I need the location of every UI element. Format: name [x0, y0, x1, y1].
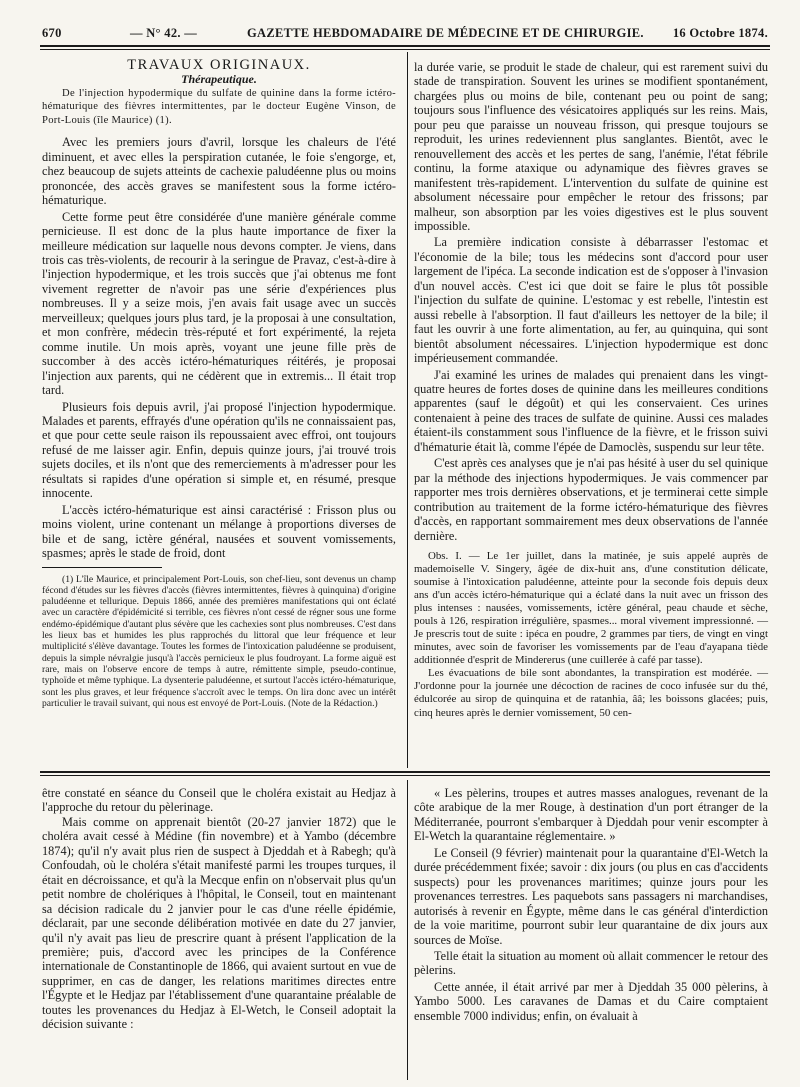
header-rule — [40, 45, 770, 47]
lower-column-left — [42, 786, 396, 1032]
footnote: (1) L'île Maurice, et principalement Port-Louis, son chef-lieu, sont devenus un champ fécond d'études sur les fièvres d'accès (fièvres intermittentes, fièvres à quinquina) d'origine paludéenne et tellurique. Depuis 1866, année des premières manifestations qui ont éclaté avec un caractère d'épidémicité si terrible, ces fièvres n'ont cessé de régner sous une forme endémo-épidémique d'autant plus sévère que les cachexies sont plus nombreuses. C'est dans les lieux bas et humides les plus rapprochés du littoral que leur fréquence et leur multiplicité s'élève davantage. Toutes les formes de l'intoxication paludéenne se produisent, depuis la simple névralgie jusqu'à l'accès pernicieux le plus foudroyant. La forme aiguë est rare, mais on l'observe encore de temps à autre, rémittente simple, pseudo-continue, typhoïde et même typhique. La dysenterie paludéenne, et surtout l'accès ictéro-hématurique, sont les plus graves, et leur fréquence s'accroît avec le temps. On lira donc avec un intérêt particulier le travail suivant, qui nous est envoyé de Port-Louis. (Note de la Rédaction.) — [42, 573, 396, 709]
observation-paragraph: Les évacuations de bile sont abondantes, la transpiration est modérée. — J'ordonne pour la journée une décoction de racines de coco infusée sur du thé, édulcorée au sirop de quinquina et de ratanhia, ââ; les boissons glacées; puis, cinq heures après le dernier vomissement, 50 cen- — [414, 667, 768, 719]
paragraph: la durée varie, se produit le stade de chaleur, qui est rarement suivi du stade de transpiration. Souvent les urines se modifient spontanément, chargées plus ou moins de bile, contenant peu ou point de sang; toujours sous l'influence des vésicatoires appliqués sur les reins. Mais, pour peu que paraisse un nouveau frisson, qui presque toujours se reproduit, les urines redeviennent plus sanglantes. Bientôt, avec le renouvellement des accès et les pertes de sang, l'anémie, l'état fébrile continu, la forme ataxique ou adynamique des fièvres graves se manifestent très-rapidement. L'intervention du sulfate de quinine est absolument nécessaire pour empêcher le retour des frissons; par malheur, son absorption par les voies digestives est le plus souvent impossible. — [414, 60, 768, 233]
article-column-right — [414, 60, 768, 720]
quotation: « Les pèlerins, troupes et autres masses analogues, revenant de la côte arabique de la mer Rouge, à destination d'un port étranger de la Méditerranée, pourront s'embarquer à Djeddah pour venir escompter à El-Wetch la quarantaine réglementaire. » — [414, 786, 768, 844]
header-rule-thin — [40, 49, 770, 50]
paragraph: Plusieurs fois depuis avril, j'ai proposé l'injection hypodermique. Malades et parents, effrayés d'une opération qu'ils ne connaissaient pas, et que pour cette seule raison ils repoussaient avec effroi, ont toujours refusé de me laisser agir. Enfin, depuis quinze jours, j'ai trouvé trois sujets dociles, et ils n'ont que des remerciements à m'adresser pour les résultats si rapides d'une opération si simple et, en résumé, presque innocente. — [42, 399, 396, 501]
paragraph: Avec les premiers jours d'avril, lorsque les chaleurs de l'été diminuent, et avec elles la perspiration cutanée, le foie s'engorge, et, chez beaucoup de sujets atteints de cachexie paludéenne plus ou moins prononcée, des accès graves se manifestent sous la forme ictéro-hématurique. — [42, 135, 396, 208]
section-separator-rule-thin — [40, 775, 770, 776]
section-subtitle: Thérapeutique. — [181, 72, 257, 87]
page-number: 670 — [42, 26, 62, 40]
issue-date: 16 Octobre 1874. — [672, 26, 768, 40]
journal-title: GAZETTE HEBDOMADAIRE DE MÉDECINE ET DE CHIRURGIE. — [247, 26, 644, 40]
paragraph: Le Conseil (9 février) maintenait pour la quarantaine d'El-Wetch la durée précédemment fixée; savoir : dix jours (ou plus en cas d'accidents suspects) pour les provenances maritimes; quinze jours pour les provenances terrestres. Les paquebots sans passagers ni marchandises, autorisés à revenir en Égypte, même dans le cas général d'interdiction de la voie maritime, pourront subir leur quarantaine de dix jours aux sources de Moïse. — [414, 845, 768, 947]
paragraph: C'est après ces analyses que je n'ai pas hésité à user du sel quinique par la méthode des injections hypodermiques. Je vais commencer par rapporter mes trois dernières observations, et je terminerai cette simple contribution au traitement de la forme ictéro-hématurique des fièvres d'accès, en rapportant sommairement mes deux observations de l'année dernière. — [414, 456, 768, 543]
page-header — [42, 22, 768, 44]
column-divider-lower — [407, 780, 408, 1080]
section-separator-rule — [40, 771, 770, 773]
paragraph: Mais comme on apprenait bientôt (20-27 janvier 1872) que le choléra avait cessé à Médine (fin novembre) et à Yambo (décembre 1874); qu'il n'y avait plus rien de suspect à Djeddah et à Rabegh; qu'à Confoudah, où le choléra s'était manifesté parmi les troupes turques, il était en décroissance, et qu'à la Mecque enfin on n'observait plus qu'un petit nombre de cholériques à l'hôpital, le Conseil, tout en maintenant sa décision radicale du 2 janvier pour le cas d'une réelle épidémie, déclarait, par une seconde délibération motivée en date du 27 janvier, qu'il n'y avait pas lieu de prescrire quant à présent l'application de la première; puis, d'accord avec les principes de la Conférence internationale de Constantinople de 1866, qui avaient surtout en vue de supprimer, en cas de danger, les relations maritimes directes entre l'Égypte et le Hedjaz par l'établissement d'une quarantaine préalable de toutes les provenances du Hedjaz à El-Wetch, le Conseil adoptait la décision suivante : — [42, 814, 396, 1032]
paragraph: La première indication consiste à débarrasser l'estomac et l'économie de la bile; tous les médecins sont d'accord pour user largement de l'ipéca. La seconde indication est de s'opposer à l'invasion d'un nouvel accès. C'est ici que doit se faire le plus tôt possible l'injection du sulfate de quinine. L'estomac y est rebelle, l'intestin est aussi rebelle à l'absorption. Il faut d'ailleurs les nettoyer de la bile; il faut les ouvrir à une forte alimentation, au fer, au quinquina, qui sont bientôt absolument nécessaires. L'injection hypodermique est donc impérieusement commandée. — [414, 235, 768, 366]
article-heading: De l'injection hypodermique du sulfate de quinine dans la forme ictéro-hématurique des fièvres intermittentes, par le docteur Eugène Vinson, de Port-Louis (île Maurice) (1). — [42, 87, 396, 126]
article-column-left — [42, 58, 396, 709]
observation-block — [414, 550, 768, 720]
column-divider-upper — [407, 52, 408, 768]
footnote-rule — [42, 567, 162, 568]
lower-column-right — [414, 786, 768, 1023]
issue-number: — N° 42. — — [130, 26, 198, 40]
paragraph: L'accès ictéro-hématurique est ainsi caractérisé : Frisson plus ou moins violent, urine contenant un mélange à proportions diverses de bile et de sang, ictère général, nausées et souvent vomissements, spasmes; après le stade de froid, dont — [42, 502, 396, 561]
section-title: TRAVAUX ORIGINAUX. — [127, 57, 311, 73]
paragraph: J'ai examiné les urines de malades qui prenaient dans les vingt-quatre heures de fortes doses de quinine dans les meilleures conditions apparentes (sauf le dégoût) et qui les conservaient. Ces urines contenaient à peine des traces de sulfate de quinine. Aussi ces malades étaient-ils constamment sous l'influence de la fièvre, et le frisson suivi d'hématurie était là, comme l'épée de Damoclès, suspendu sur leur tête. — [414, 367, 768, 454]
observation-paragraph: Obs. I. — Le 1er juillet, dans la matinée, je suis appelé auprès de mademoiselle V. Singery, âgée de dix-huit ans, d'une constitution délicate, soumise à l'intoxication paludéenne, atteinte pour la seconde fois depuis deux ans d'un accès ictéro-hématurique qui a éclaté dans la nuit avec un frisson des plus intenses : nausées, vomissements, ictère général, peau chaude et sèche, pouls à 126, respiration irrégulière, spasmes... moral vivement impressionné. — Je prescris tout de suite : ipéca en poudre, 2 grammes par tiers, de vingt en vingt minutes, avec soin de favoriser les vomissements par de l'eau d'ayapana tiède additionnée d'esprit de Mindererus (une cuillerée à café par tasse). — [414, 549, 768, 667]
paragraph: être constaté en séance du Conseil que le choléra existait au Hedjaz à l'approche du retour du pèlerinage. — [42, 786, 396, 815]
paragraph: Cette année, il était arrivé par mer à Djeddah 35 000 pèlerins, à Yambo 5000. Les caravanes de Damas et du Caire comptaient ensemble 7000 individus; enfin, on évaluait à — [414, 979, 768, 1023]
paragraph: Telle était la situation au moment où allait commencer le retour des pèlerins. — [414, 948, 768, 978]
paragraph: Cette forme peut être considérée d'une manière générale comme pernicieuse. Il est donc de la plus haute importance de fixer la meilleure médication sur laquelle nous devons compter. Je viens, dans trois cas très-violents, de recourir à la seringue de Pravaz, c'est-à-dire à l'injection hypodermique, et les trois succès que j'ai obtenus me font vivement regretter de n'avoir pas une série d'expériences plus nombreuses. Il y a seize mois, j'en avais fait usage avec un succès merveilleux; quelques jours plus tard, je la proposai à une consultation, et mon confrère, médecin très-réputé et fort expérimenté, la rejeta comme inutile. Un mois après, voyant une jeune fille près de succomber à des accès ictéro-hématuriques réitérés, je proposai l'injection aux parents, qui ne cédèrent que in extremis... Il était trop tard. — [42, 209, 396, 398]
